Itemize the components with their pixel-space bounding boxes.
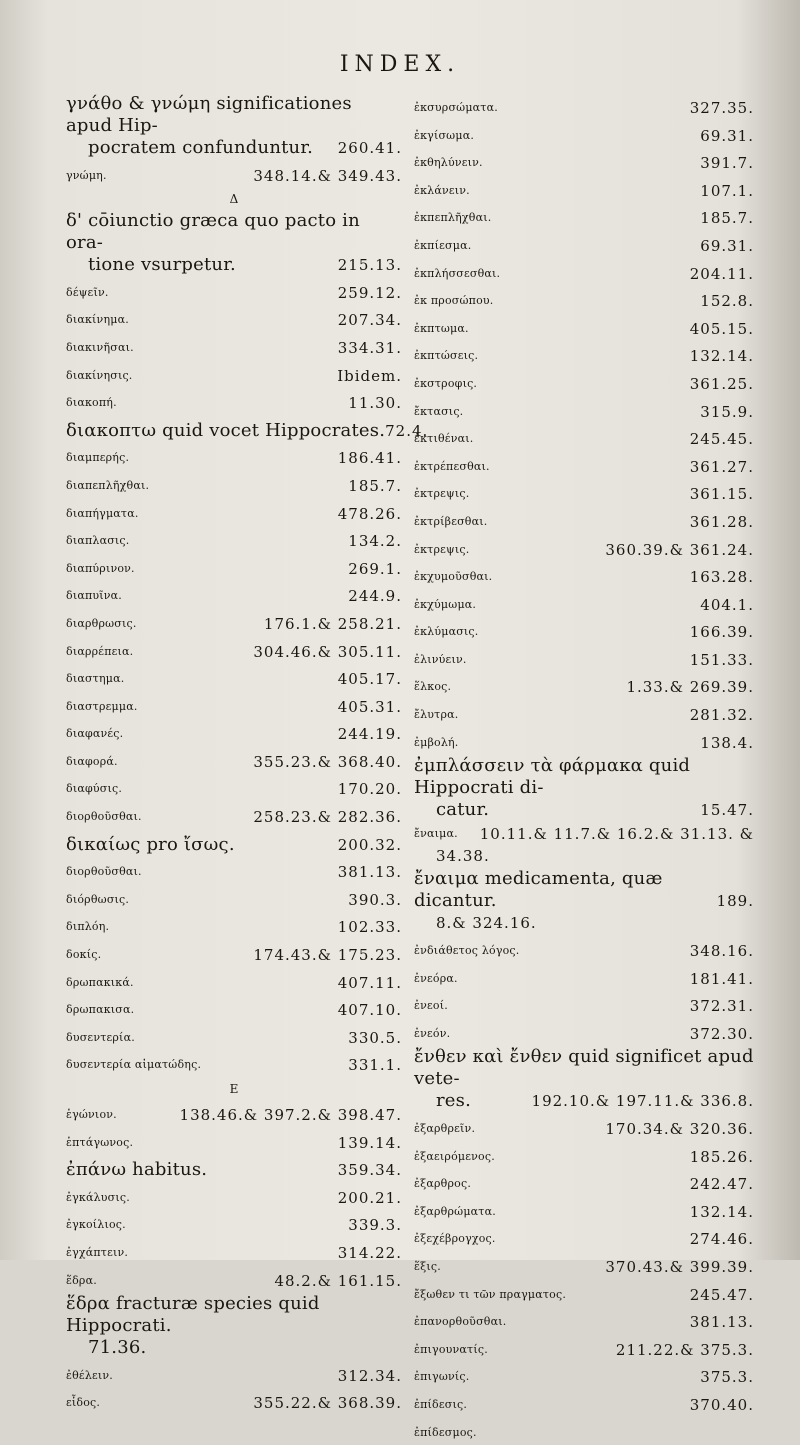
index-entry xyxy=(66,857,402,883)
entry-reference: 107.1. xyxy=(700,181,754,200)
entry-reference: 390.3. xyxy=(348,890,402,909)
entry-term: ἔνθεν καὶ ἔνθεν quid significet apud vete- xyxy=(414,1046,754,1090)
entry-reference: 138.4. xyxy=(700,733,754,752)
entry-reference: 381.13. xyxy=(337,863,402,882)
entry-term: ἐπιγουνατίς. xyxy=(414,1342,488,1356)
entry-term: δυσεντερία αἱματώδης. xyxy=(66,1058,202,1072)
index-entry xyxy=(414,231,754,257)
entry-term: ἐκλύμασις. xyxy=(414,625,479,639)
index-entry xyxy=(66,93,402,159)
entry-term: ἐνεόρα. xyxy=(414,971,458,985)
entry-reference: 339.3. xyxy=(348,1216,402,1235)
entry-reference: 327.35. xyxy=(689,99,754,117)
index-entry xyxy=(414,203,754,229)
index-entry xyxy=(66,802,402,828)
entry-term: ἐκπεπλῆχθαι. xyxy=(414,211,492,225)
index-entry xyxy=(66,1266,402,1292)
entry-reference: 375.3. xyxy=(700,1368,754,1387)
entry-reference: 102.33. xyxy=(337,918,402,937)
index-entry xyxy=(66,747,402,773)
entry-reference: 315.9. xyxy=(700,402,754,421)
entry-continuation: 71.36. xyxy=(88,1337,147,1359)
entry-reference: 407.11. xyxy=(337,973,402,992)
index-entry xyxy=(414,562,754,588)
entry-term: διακίνημα. xyxy=(66,313,129,327)
entry-reference: 242.47. xyxy=(689,1175,754,1194)
entry-reference: 258.23.& 282.36. xyxy=(253,808,402,827)
index-entry xyxy=(66,443,402,469)
entry-continuation: 34.38. xyxy=(436,846,490,865)
section-letter: Δ xyxy=(229,192,239,207)
index-entry xyxy=(66,830,402,856)
index-entry xyxy=(414,369,754,395)
entry-reference: 269.1. xyxy=(348,559,402,578)
index-entry xyxy=(66,1183,402,1209)
index-entry xyxy=(66,1388,402,1414)
entry-reference: 312.34. xyxy=(337,1366,402,1385)
entry-reference: 304.46.& 305.11. xyxy=(253,642,402,661)
entry-term: ἐκ προσώπου. xyxy=(414,294,494,308)
entry-term: ἐμπλάσσειν τὰ φάρμακα quid Hippocrati di- xyxy=(414,755,691,799)
entry-reference: 139.14. xyxy=(337,1133,402,1152)
index-entry xyxy=(414,286,754,312)
entry-term: ἐπάνω habitus. xyxy=(66,1159,208,1181)
entry-reference: 348.14.& 349.43. xyxy=(253,166,402,185)
index-entry xyxy=(414,479,754,505)
entry-reference: 361.25. xyxy=(689,374,754,393)
index-entry xyxy=(414,314,754,340)
index-entry xyxy=(66,1210,402,1236)
entry-term: ἐλινύειν. xyxy=(414,652,467,666)
page-title: INDEX. xyxy=(339,52,461,77)
index-entry xyxy=(66,499,402,525)
entry-reference: 330.5. xyxy=(348,1028,402,1047)
entry-term: δοκίς. xyxy=(66,948,102,962)
entry-reference: 170.34.& 320.36. xyxy=(605,1120,754,1138)
entry-term: ἐκλάνειν. xyxy=(414,183,470,197)
entry-reference: 174.43.& 175.23. xyxy=(253,946,402,965)
index-entry xyxy=(414,964,754,990)
entry-reference: 405.31. xyxy=(337,697,402,716)
index-entry xyxy=(414,1224,754,1250)
entry-reference: 372.30. xyxy=(689,1024,754,1043)
index-entry xyxy=(414,259,754,285)
entry-reference: 381.13. xyxy=(689,1313,754,1332)
entry-term: γνάθο & γνώμη significationes apud Hip- xyxy=(66,93,352,136)
entry-reference: 69.31. xyxy=(700,236,754,255)
entry-term: ἐκθηλύνειν. xyxy=(414,156,483,170)
index-entry xyxy=(66,161,402,187)
index-entry xyxy=(414,535,754,561)
entry-reference: 200.32. xyxy=(337,835,402,854)
index-entry xyxy=(414,1114,754,1140)
index-entry xyxy=(414,936,754,962)
entry-term: ἐπίδεσμος. xyxy=(414,1425,477,1439)
index-entry xyxy=(66,1293,402,1359)
entry-term: διαπεπλῆχθαι. xyxy=(66,478,150,492)
index-entry xyxy=(66,416,429,442)
entry-continuation: tione vsurpetur. xyxy=(88,254,236,276)
entry-reference: 478.26. xyxy=(337,504,402,523)
entry-term: ἔκτασις. xyxy=(414,404,464,418)
entry-term: διακινῆσαι. xyxy=(66,340,134,354)
index-entry xyxy=(66,637,402,663)
entry-term: διακίνησις. xyxy=(66,368,133,382)
index-entry xyxy=(414,755,754,821)
index-entry xyxy=(414,1019,754,1045)
entry-reference: 391.7. xyxy=(700,154,754,173)
entry-term: ἑγώνιον. xyxy=(66,1108,117,1121)
entry-reference: 10.11.& 11.7.& 16.2.& 31.13. & xyxy=(479,824,754,843)
entry-term: διαστημα. xyxy=(66,672,125,686)
index-entry xyxy=(414,1390,754,1416)
entry-term: ἔναιμα. xyxy=(414,826,458,840)
entry-reference: 152.8. xyxy=(700,292,754,311)
entry-term: ἑπτάγωνος. xyxy=(66,1135,134,1149)
entry-term: ἐγκοίλιος. xyxy=(66,1218,126,1232)
index-entry xyxy=(66,305,402,331)
index-entry xyxy=(414,1252,754,1278)
index-entry xyxy=(66,1023,402,1049)
index-entry xyxy=(414,1335,754,1361)
index-entry xyxy=(414,121,754,147)
entry-reference: 132.14. xyxy=(689,347,754,366)
index-entry xyxy=(66,581,402,607)
entry-term: διαμπερής. xyxy=(66,451,130,465)
entry-reference: 370.40. xyxy=(689,1395,754,1414)
entry-term: διαπήγματα. xyxy=(66,506,139,520)
entry-term: ἐκστροφις. xyxy=(414,376,478,390)
index-entry xyxy=(66,940,402,966)
entry-reference: 1.33.& 269.39. xyxy=(626,678,754,697)
entry-continuation: res. xyxy=(436,1090,472,1112)
index-entry xyxy=(66,968,402,994)
entry-reference: 215.13. xyxy=(337,256,402,275)
entry-reference: 132.14. xyxy=(689,1202,754,1221)
entry-term: ἐνεόν. xyxy=(414,1026,451,1040)
entry-term: ἐξεχέβρογχος. xyxy=(414,1232,496,1246)
index-entry xyxy=(414,1362,754,1388)
entry-term: ἐγκάλυσις. xyxy=(66,1190,130,1204)
entry-reference: 15.47. xyxy=(700,801,754,820)
index-entry xyxy=(66,664,402,690)
entry-term: διαπυῖνα. xyxy=(66,589,123,603)
entry-reference: 207.34. xyxy=(337,311,402,330)
index-entry xyxy=(414,1280,754,1306)
entry-term: διαφορά. xyxy=(66,754,118,768)
entry-term: ἐκσυρσώματα. xyxy=(414,101,498,114)
entry-reference: 185.7. xyxy=(700,209,754,228)
entry-term: ἐξαρθρεῖν. xyxy=(414,1122,476,1135)
entry-term: ἐνδιάθετος λόγος. xyxy=(414,944,520,958)
entry-term: ἔλυτρα. xyxy=(414,708,459,722)
entry-reference: 176.1.& 258.21. xyxy=(263,614,402,633)
index-entry xyxy=(414,1142,754,1168)
entry-term: ἐπιγωνίς. xyxy=(414,1370,470,1384)
entry-term: ἐκτρεψις. xyxy=(414,542,470,556)
entry-term: ἐκπίεσμα. xyxy=(414,238,472,252)
entry-term: ἐξαειρόμενος. xyxy=(414,1149,495,1163)
entry-reference: 11.30. xyxy=(348,394,402,413)
entry-term: ἐξαρθρος. xyxy=(414,1177,472,1191)
entry-reference: 189. xyxy=(716,892,754,911)
entry-reference: 331.1. xyxy=(348,1056,402,1075)
entry-term: ἐκπτώσεις. xyxy=(414,349,479,363)
entry-reference: 166.39. xyxy=(689,623,754,642)
entry-term: δυσεντερία. xyxy=(66,1030,135,1044)
index-entry xyxy=(414,93,754,119)
entry-term: διαρθρωσις. xyxy=(66,616,137,630)
index-entry xyxy=(66,361,402,387)
index-entry xyxy=(414,645,754,671)
entry-reference: 185.26. xyxy=(689,1147,754,1166)
entry-reference: 200.21. xyxy=(337,1188,402,1207)
entry-term: δ' cōiunctio græca quo pacto in ora- xyxy=(66,210,360,254)
entry-continuation: pocratem confunduntur. xyxy=(88,137,314,158)
entry-reference: 245.45. xyxy=(689,430,754,449)
index-entry xyxy=(66,526,402,552)
entry-term: ἐκτρεψις. xyxy=(414,487,470,501)
entry-term: ἐμβολή. xyxy=(414,735,459,749)
entry-term: ἐνεοί. xyxy=(414,999,448,1013)
entry-term: διαρρέπεια. xyxy=(66,644,134,658)
entry-term: ἐκχύμωμα. xyxy=(414,597,477,611)
entry-term: διαπύρινον. xyxy=(66,561,135,575)
entry-reference: 260.41. xyxy=(337,139,402,157)
index-entry xyxy=(66,692,402,718)
entry-reference: 359.34. xyxy=(337,1161,402,1180)
entry-reference: 355.22.& 368.39. xyxy=(253,1394,402,1413)
entry-reference: 69.31. xyxy=(700,126,754,145)
entry-term: ἐκχυμοῦσθαι. xyxy=(414,570,493,584)
entry-term: ἐγχάπτειν. xyxy=(66,1245,129,1259)
entry-term: ἔναιμα medicamenta, quæ dicantur. xyxy=(414,868,663,912)
entry-continuation: 8.& 324.16. xyxy=(436,914,537,933)
index-entry xyxy=(414,590,754,616)
index-entry xyxy=(414,1197,754,1223)
entry-reference: 185.7. xyxy=(348,476,402,495)
entry-reference: 404.1. xyxy=(700,595,754,614)
entry-reference: 407.10. xyxy=(337,1001,402,1020)
entry-term: ἐθέλειν. xyxy=(66,1368,113,1382)
entry-term: ἕλκος. xyxy=(414,680,452,694)
entry-reference: 163.28. xyxy=(689,568,754,587)
index-entry xyxy=(66,554,402,580)
entry-reference: 361.28. xyxy=(689,512,754,531)
index-entry xyxy=(66,1361,402,1387)
entry-term: δρωπακικά. xyxy=(66,975,134,989)
entry-reference: 355.23.& 368.40. xyxy=(253,752,402,771)
entry-term: ἔξωθεν τι τῶν πραγματος. xyxy=(414,1287,567,1301)
entry-term: δρωπακισα. xyxy=(66,1003,135,1017)
index-entry xyxy=(414,341,754,367)
index-entry xyxy=(414,1307,754,1333)
entry-reference: 244.9. xyxy=(348,587,402,606)
entry-term: διόρθωσις. xyxy=(66,892,130,906)
entry-term: ἐκπλήσσεσθαι. xyxy=(414,266,501,280)
entry-continuation: catur. xyxy=(436,799,490,821)
entry-reference: 281.32. xyxy=(689,706,754,725)
entry-reference: 138.46.& 397.2.& 398.47. xyxy=(179,1106,402,1124)
entry-term: ἕδρα. xyxy=(66,1273,97,1287)
entry-term: διορθοῦσθαι. xyxy=(66,810,142,824)
entry-term: ἕδρα fracturæ species quid Hippocrati. xyxy=(66,1293,320,1337)
index-entry xyxy=(66,1050,402,1076)
index-entry xyxy=(414,868,754,934)
index-entry xyxy=(414,397,754,423)
entry-term: διακοπή. xyxy=(66,396,117,410)
index-entry xyxy=(66,278,402,304)
entry-reference: Ibidem. xyxy=(337,366,402,385)
entry-term: ἐκπτωμα. xyxy=(414,321,469,335)
index-entry xyxy=(66,1128,402,1154)
entry-term: ἐπανορθοῦσθαι. xyxy=(414,1315,507,1329)
index-entry xyxy=(66,471,402,497)
entry-term: ἐκτρίβεσθαι. xyxy=(414,514,488,528)
index-entry xyxy=(414,452,754,478)
right-column xyxy=(414,93,754,1445)
entry-reference: 211.22.& 375.3. xyxy=(615,1340,754,1359)
entry-reference: 204.11. xyxy=(689,264,754,283)
entry-reference: 244.19. xyxy=(337,725,402,744)
entry-reference: 181.41. xyxy=(689,969,754,988)
entry-reference: 361.15. xyxy=(689,485,754,504)
entry-reference: 151.33. xyxy=(689,650,754,669)
entry-term: δέψεῖν. xyxy=(66,285,109,299)
index-entry xyxy=(414,700,754,726)
entry-term: ἕξις. xyxy=(414,1259,441,1273)
entry-term: δικαίως pro ἴσως. xyxy=(66,833,235,855)
index-entry xyxy=(414,617,754,643)
entry-term: διακοπτω quid vocet Hippocrates. xyxy=(66,419,386,441)
index-entry xyxy=(66,388,402,414)
entry-term: ἐξαρθρώματα. xyxy=(414,1204,496,1218)
index-entry xyxy=(414,672,754,698)
index-entry xyxy=(414,1418,754,1444)
entry-reference: 348.16. xyxy=(689,942,754,961)
index-entry xyxy=(414,1169,754,1195)
entry-reference: 274.46. xyxy=(689,1230,754,1249)
index-entry xyxy=(414,424,754,450)
entry-term: ἐκγίσωμα. xyxy=(414,128,475,142)
entry-reference: 259.12. xyxy=(337,283,402,302)
index-entry xyxy=(66,995,402,1021)
entry-reference: 245.47. xyxy=(689,1285,754,1304)
entry-term: ἐκτρέπεσθαι. xyxy=(414,459,490,473)
index-entry xyxy=(66,885,402,911)
index-entry xyxy=(66,719,402,745)
index-entry xyxy=(66,1238,402,1264)
entry-reference: 192.10.& 197.11.& 336.8. xyxy=(531,1092,754,1111)
entry-reference: 134.2. xyxy=(348,532,402,551)
entry-reference: 405.15. xyxy=(689,319,754,338)
index-entry xyxy=(66,1100,402,1126)
entry-reference: 186.41. xyxy=(337,449,402,468)
entry-term: ἐκτιθέναι. xyxy=(414,432,474,446)
index-entry xyxy=(414,148,754,174)
entry-term: διπλόη. xyxy=(66,920,110,934)
entry-reference: 370.43.& 399.39. xyxy=(605,1257,754,1276)
section-letter: Ε xyxy=(229,1082,239,1096)
entry-term: διαπλασις. xyxy=(66,534,130,548)
index-entry xyxy=(66,609,402,635)
entry-term: γνώμη. xyxy=(66,168,107,182)
entry-term: εἶδος. xyxy=(66,1396,101,1410)
entry-term: διορθοῦσθαι. xyxy=(66,865,142,879)
index-entry xyxy=(66,333,402,359)
entry-reference: 48.2.& 161.15. xyxy=(274,1271,402,1290)
index-entry xyxy=(66,210,402,276)
entry-reference: 170.20. xyxy=(337,780,402,799)
entry-reference: 405.17. xyxy=(337,670,402,689)
index-entry xyxy=(414,991,754,1017)
index-entry xyxy=(414,823,754,867)
entry-reference: 334.31. xyxy=(337,338,402,357)
index-entry xyxy=(414,176,754,202)
entry-reference: 372.31. xyxy=(689,997,754,1016)
entry-reference: 360.39.& 361.24. xyxy=(605,540,754,559)
entry-reference: 314.22. xyxy=(337,1243,402,1262)
index-entry xyxy=(66,912,402,938)
entry-term: ἐπίδεσις. xyxy=(414,1397,468,1411)
entry-term: διαφύσις. xyxy=(66,782,123,796)
index-entry xyxy=(414,728,754,754)
entry-reference: 361.27. xyxy=(689,457,754,476)
entry-term: διαστρεμμα. xyxy=(66,699,138,713)
index-entry xyxy=(414,507,754,533)
entry-term: διαφανές. xyxy=(66,727,124,741)
index-entry xyxy=(66,774,402,800)
index-entry xyxy=(414,1046,754,1112)
index-entry xyxy=(66,1155,402,1181)
entry-reference: 72.4. xyxy=(385,421,429,440)
